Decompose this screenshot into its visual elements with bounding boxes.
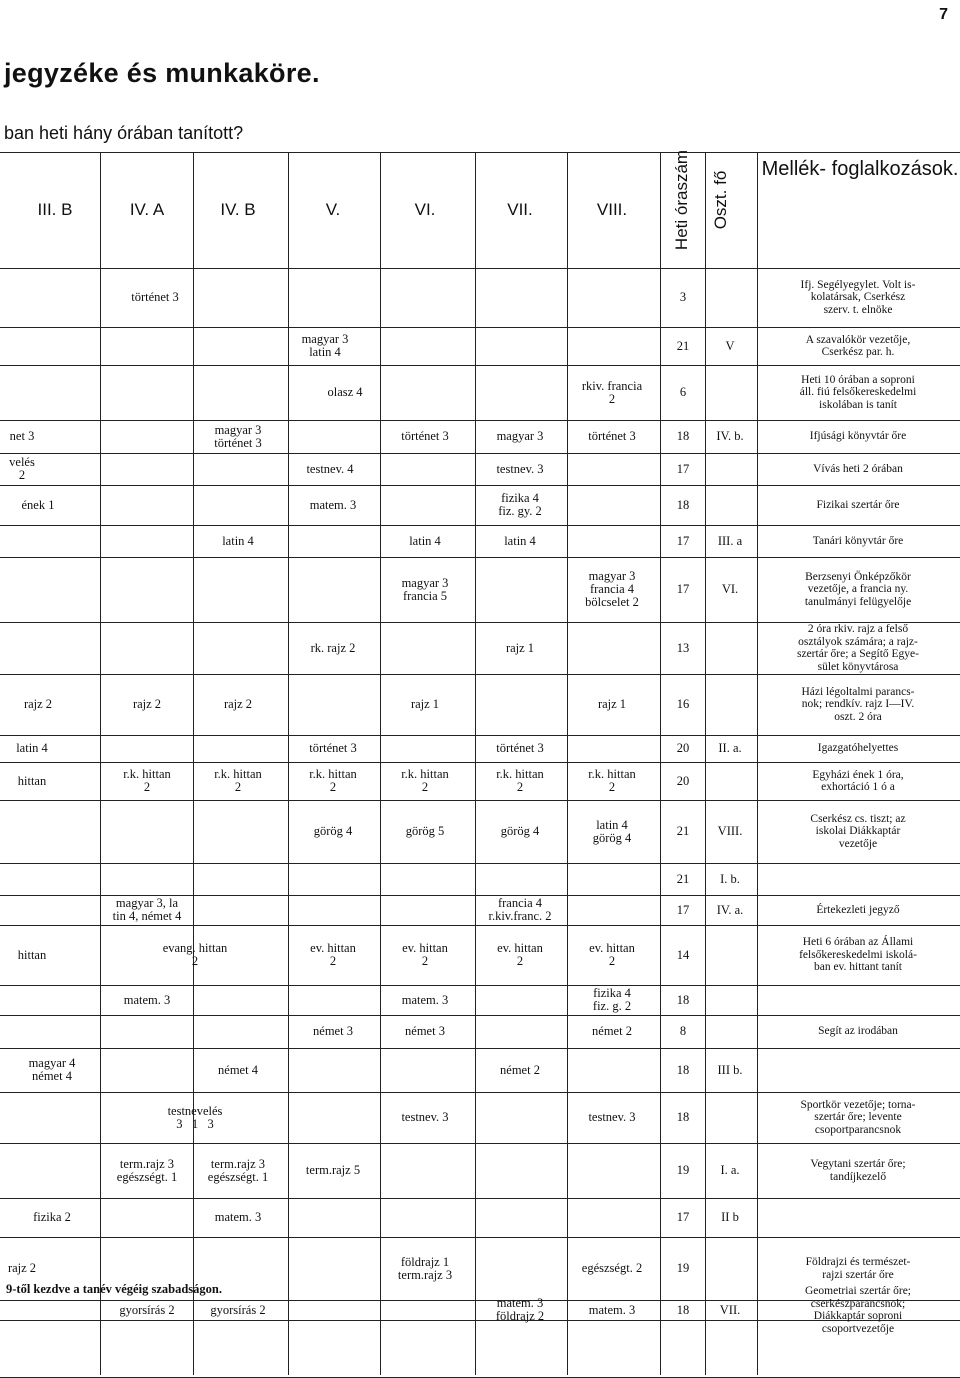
column-header-heti-oraszam: Heti óraszám <box>672 149 691 251</box>
table-cell: görög 5 <box>405 824 445 838</box>
row-divider <box>0 557 960 558</box>
row-divider <box>0 1092 960 1093</box>
table-cell: matem. 3 <box>588 1302 636 1317</box>
osztalyfonok-cell: III. a <box>717 533 743 548</box>
mellekfoglalkozas-cell: Fizikai szertár őre <box>816 498 900 511</box>
row-divider <box>0 925 960 926</box>
table-cell: történet 3 <box>496 741 544 755</box>
table-cell: fizika 4 fiz. gy. 2 <box>498 491 542 518</box>
heti-oraszam-cell: 14 <box>676 947 690 962</box>
row-divider <box>0 622 960 623</box>
table-cell: hittan <box>17 947 47 962</box>
column-header: VIII. <box>596 200 628 219</box>
column-divider <box>705 152 706 1375</box>
table-cell: földrajz 1 term.rajz 3 <box>397 1254 453 1282</box>
row-divider <box>0 485 960 486</box>
heti-oraszam-cell: 21 <box>676 871 690 886</box>
row-divider <box>0 895 960 896</box>
table-cell: gyorsírás 2 <box>119 1302 175 1317</box>
column-header: IV. A <box>129 200 165 219</box>
table-cell: történet 3 <box>401 429 449 443</box>
header-top-rule <box>0 152 960 153</box>
table-cell: magyar 3 francia 5 <box>401 575 449 603</box>
heti-oraszam-cell: 17 <box>676 582 690 596</box>
table-cell: rajz 1 <box>505 640 535 655</box>
heti-oraszam-cell: 18 <box>676 429 690 443</box>
row-divider <box>0 453 960 454</box>
mellekfoglalkozas-cell: Házi légoltalmi parancs- nok; rendkív. rajz I—IV. oszt. 2 óra <box>801 685 915 723</box>
mellekfoglalkozas-cell: Segít az irodában <box>818 1025 898 1038</box>
row-divider <box>0 1300 960 1301</box>
osztalyfonok-cell: IV. b. <box>716 429 744 443</box>
table-cell: matem. 3 <box>123 992 171 1007</box>
heti-oraszam-cell: 18 <box>676 1302 690 1317</box>
column-divider <box>660 152 661 1375</box>
heti-oraszam-cell: 3 <box>679 290 687 304</box>
table-cell: történet 3 <box>309 741 357 755</box>
mellekfoglalkozas-cell: Vegytani szertár őre; tandíjkezelő <box>810 1158 906 1183</box>
footnote: 9-től kezdve a tanév végéig szabadságon. <box>6 1282 222 1296</box>
heti-oraszam-cell: 13 <box>676 640 690 655</box>
table-cell: r.k. hittan 2 <box>123 767 171 794</box>
row-divider <box>0 1198 960 1199</box>
column-header: VII. <box>507 200 533 219</box>
heti-oraszam-cell: 18 <box>676 1062 690 1077</box>
heti-oraszam-cell: 19 <box>676 1261 690 1275</box>
table-cell: latin 4 görög 4 <box>592 817 632 845</box>
row-divider <box>0 1237 960 1238</box>
column-divider <box>757 152 758 1375</box>
heti-oraszam-cell: 6 <box>679 385 687 399</box>
osztalyfonok-cell: III b. <box>717 1062 743 1077</box>
row-divider <box>0 863 960 864</box>
row-divider <box>0 1048 960 1049</box>
column-divider <box>567 152 568 1375</box>
table-cell: net 3 <box>9 429 35 443</box>
table-cell: term.rajz 3 egészségt. 1 <box>207 1156 269 1184</box>
table-cell: r.k. hittan 2 <box>214 767 262 794</box>
heti-oraszam-cell: 17 <box>676 902 690 917</box>
table-cell: r.k. hittan 2 <box>309 767 357 794</box>
table-cell: francia 4 r.kiv.franc. 2 <box>488 896 552 923</box>
table-cell: ev. hittan 2 <box>310 941 356 968</box>
mellekfoglalkozas-cell: Ifj. Segélyegylet. Volt is- kolatársak, Cserkész szerv. t. elnöke <box>800 278 916 316</box>
table-cell: ev. hittan 2 <box>497 941 543 968</box>
table-cell: görög 4 <box>500 824 540 838</box>
osztalyfonok-cell: I. a. <box>720 1163 740 1177</box>
osztalyfonok-cell: VIII. <box>717 824 743 838</box>
osztalyfonok-cell: V <box>725 338 735 353</box>
row-divider <box>0 735 960 736</box>
row-divider <box>0 327 960 328</box>
osztalyfonok-cell: II. a. <box>718 741 742 755</box>
row-divider <box>0 1143 960 1144</box>
mellekfoglalkozas-cell: Sportkör vezetője; torna- szertár őre; levente csoportparancsnok <box>800 1098 916 1136</box>
table-cell: magyar 3 francia 4 bölcselet 2 <box>585 569 639 609</box>
osztalyfonok-cell: II b <box>721 1210 739 1224</box>
row-divider <box>0 762 960 763</box>
table-cell: rk. rajz 2 <box>310 640 356 655</box>
heti-oraszam-cell: 17 <box>676 533 690 548</box>
mellekfoglalkozas-cell: Értekezleti jegyző <box>816 903 900 916</box>
row-divider <box>0 268 960 269</box>
table-cell: rajz 2 <box>7 1261 37 1275</box>
table-cell: testnev. 3 <box>496 461 544 476</box>
row-divider <box>0 1320 960 1321</box>
mellekfoglalkozas-cell: Heti 10 órában a soproni áll. fiú felsőkereskedelmi iskolában is tanít <box>799 373 917 411</box>
heti-oraszam-cell: 20 <box>676 773 690 788</box>
row-divider <box>0 1015 960 1016</box>
table-cell: rajz 1 <box>410 697 440 711</box>
mellekfoglalkozas-cell: Tanári könyvtár őre <box>812 534 904 547</box>
heti-oraszam-cell: 21 <box>676 338 690 353</box>
table-cell: fizika 2 <box>33 1210 71 1224</box>
column-divider <box>193 152 194 1375</box>
table-cell: matem. 3 földrajz 2 <box>495 1296 545 1323</box>
table-cell: testnev. 3 <box>401 1110 449 1124</box>
table-subtitle: ban heti hány órában tanított? <box>4 123 244 143</box>
mellekfoglalkozas-cell: Ifjúsági könyvtár őre <box>809 430 907 443</box>
table-cell: német 3 <box>405 1024 445 1038</box>
table-cell: testnev. 4 <box>306 461 354 476</box>
heti-oraszam-cell: 18 <box>676 497 690 512</box>
table-cell: rajz 2 <box>132 697 162 711</box>
table-cell: magyar 4 német 4 <box>28 1056 76 1083</box>
mellekfoglalkozas-cell: Heti 6 órában az Állami felsőkereskedelmi iskolá- ban ev. hittant tanít <box>799 936 917 974</box>
mellekfoglalkozas-cell: Vívás heti 2 órában <box>813 462 903 475</box>
heti-oraszam-cell: 17 <box>676 1210 690 1224</box>
heti-oraszam-cell: 16 <box>676 697 690 711</box>
table-cell: magyar 3, la tin 4, német 4 <box>112 896 182 923</box>
column-divider <box>380 152 381 1375</box>
column-divider <box>288 152 289 1375</box>
table-cell: német 2 <box>592 1024 632 1038</box>
column-header: VI. <box>414 200 436 219</box>
table-cell: magyar 3 <box>496 429 544 443</box>
table-cell: term.rajz 5 <box>305 1163 361 1177</box>
row-divider <box>0 674 960 675</box>
table-cell: ev. hittan 2 <box>589 941 635 968</box>
mellekfoglalkozas-cell: Berzsenyi Önképzőkör vezetője, a francia ny. tanulmányi felügyelője <box>804 570 912 608</box>
table-cell: testnev. 3 <box>588 1110 636 1124</box>
table-cell: olasz 4 <box>327 385 363 399</box>
table-cell: r.k. hittan 2 <box>496 767 544 794</box>
table-cell: görög 4 <box>313 824 353 838</box>
heti-oraszam-cell: 18 <box>676 1110 690 1124</box>
osztalyfonok-cell: IV. a. <box>716 902 744 917</box>
mellekfoglalkozas-cell: 2 óra rkiv. rajz a felső osztályok számára; a rajz- szertár őre; a Segítő Egye- sület könyvtárosa <box>797 623 919 673</box>
table-cell: latin 4 <box>409 533 441 548</box>
table-cell: evang. hittan 2 <box>162 941 228 968</box>
table-cell: ev. hittan 2 <box>402 941 448 968</box>
row-divider <box>0 985 960 986</box>
table-cell: latin 4 <box>504 533 536 548</box>
row-divider <box>0 365 960 366</box>
mellekfoglalkozas-cell: A szavalókör vezetője, Cserkész par. h. <box>805 333 911 358</box>
osztalyfonok-cell: VII. <box>719 1302 741 1317</box>
table-cell: egészségt. 2 <box>581 1261 643 1275</box>
table-cell: matem. 3 <box>214 1210 262 1224</box>
table-cell: magyar 3 történet 3 <box>214 422 262 450</box>
column-header: IV. B <box>220 200 256 219</box>
heti-oraszam-cell: 19 <box>676 1163 690 1177</box>
table-cell: rkiv. francia 2 <box>581 378 643 406</box>
table-cell: latin 4 <box>16 741 48 755</box>
mellekfoglalkozas-cell: Geometriai szertár őre; cserkészparancsnok; Diákkaptár soproni csoportvezetője <box>805 1285 911 1335</box>
table-cell: történet 3 <box>588 429 636 443</box>
heti-oraszam-cell: 8 <box>679 1024 687 1038</box>
column-divider <box>100 152 101 1375</box>
column-header-oszt-fo: Oszt. fő <box>711 170 730 230</box>
page-number: 7 <box>939 6 948 23</box>
table-cell: rajz 1 <box>597 697 627 711</box>
heti-oraszam-cell: 21 <box>676 824 690 838</box>
column-header: V. <box>325 200 341 219</box>
table-cell: német 3 <box>313 1024 353 1038</box>
heti-oraszam-cell: 18 <box>676 992 690 1007</box>
table-cell: velés 2 <box>9 455 35 482</box>
row-divider <box>0 525 960 526</box>
table-cell: matem. 3 <box>401 992 449 1007</box>
osztalyfonok-cell: VI. <box>721 582 739 596</box>
page-title: jegyzéke és munkaköre. <box>4 58 320 88</box>
table-cell: matem. 3 <box>309 497 357 512</box>
column-header: III. B <box>37 200 73 219</box>
column-divider <box>475 152 476 1375</box>
table-cell: fizika 4 fiz. g. 2 <box>592 986 632 1013</box>
table-cell: rajz 2 <box>23 697 53 711</box>
table-cell: latin 4 <box>222 533 254 548</box>
mellekfoglalkozas-cell: Igazgatóhelyettes <box>817 742 899 755</box>
heti-oraszam-cell: 20 <box>676 741 690 755</box>
row-divider <box>0 420 960 421</box>
mellekfoglalkozas-cell: Egyházi ének 1 óra, exhortáció 1 ó a <box>812 768 904 793</box>
table-cell: német 2 <box>500 1062 540 1077</box>
row-divider <box>0 800 960 801</box>
table-cell: történet 3 <box>131 290 179 304</box>
osztalyfonok-cell: I. b. <box>720 871 740 886</box>
table-cell: ének 1 <box>21 497 55 512</box>
table-cell: term.rajz 3 egészségt. 1 <box>116 1156 178 1184</box>
heti-oraszam-cell: 17 <box>676 461 690 476</box>
table-cell: rajz 2 <box>223 697 253 711</box>
table-cell: magyar 3 latin 4 <box>301 332 349 359</box>
column-header-mellekfoglalkozasok: Mellék- foglalkozások. <box>761 158 959 180</box>
table-cell: gyorsírás 2 <box>210 1302 266 1317</box>
table-cell: német 4 <box>218 1062 258 1077</box>
mellekfoglalkozas-cell: Cserkész cs. tiszt; az iskolai Diákkaptár vezetője <box>810 812 906 850</box>
table-cell: hittan <box>17 773 47 788</box>
table-cell: r.k. hittan 2 <box>588 767 636 794</box>
mellekfoglalkozas-cell: Földrajzi és természet- rajzi szertár őre <box>805 1256 911 1281</box>
table-cell: r.k. hittan 2 <box>401 767 449 794</box>
table-cell: testnevelés 3 1 3 <box>167 1103 223 1131</box>
